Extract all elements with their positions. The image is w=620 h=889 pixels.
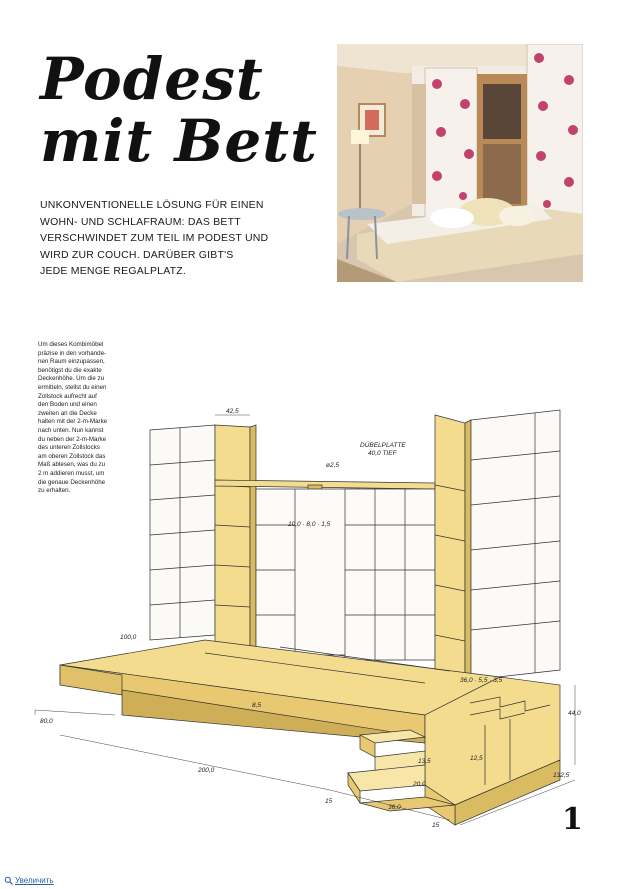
dim-label: 200,0 [198, 767, 215, 774]
dim-label: 132,5 [553, 772, 570, 779]
dim-label: 12,5 [470, 755, 483, 762]
dim-label: 44,0 [568, 710, 581, 717]
tip-line: am oberen Zollstock das [38, 452, 106, 460]
title-line-1: Podest [40, 45, 264, 113]
lead-paragraph [40, 197, 330, 280]
title-line-2: mit Bett [40, 107, 318, 175]
tip-line: des unteren Zollstocks [38, 444, 100, 452]
tip-line: Maß ablesen, was du zu [38, 461, 106, 469]
dim-label: 10,0 · 8,0 · 1,5 [288, 521, 331, 528]
dim-label: DÜBELPLATTE [360, 442, 406, 449]
tip-line: nach unten. Nun kannst [38, 426, 104, 434]
page-number: 1 [562, 802, 583, 837]
dim-label: 42,5 [226, 408, 239, 415]
right-column [435, 415, 471, 683]
dim-label: 80,0 [40, 718, 53, 725]
dim-label: 13,5 [418, 758, 431, 765]
lead-line: WOHN- UND SCHLAFRAUM: DAS BETT [40, 215, 241, 228]
tip-line: 2 m addieren musst, um [38, 469, 105, 477]
enlarge-link[interactable] [4, 876, 54, 885]
tip-line: Um dieses Kombimöbel [38, 341, 104, 348]
dim-label: 36,0 [388, 804, 401, 811]
lead-line: UNKONVENTIONELLE LÖSUNG FÜR EINEN [40, 199, 264, 211]
dim-label: 15 [325, 798, 333, 805]
dim-label: 8,5 [252, 702, 262, 709]
tip-line: halten mit der 2-m-Marke [38, 418, 108, 426]
tip-line: du neben der 2-m-Marke [38, 435, 107, 443]
tip-line: den Boden und einen [38, 401, 97, 409]
room-photo [337, 44, 583, 282]
tip-line: zu erhalten. [38, 487, 71, 495]
tip-line: Deckenhöhe. Um die zu [38, 375, 105, 383]
article-title [40, 45, 320, 175]
middle-shelving [256, 489, 435, 660]
dim-label: 36,0 · 5,5 · 3,5 [460, 677, 503, 684]
dim-label: ø2,5 [326, 462, 340, 469]
tip-line: die genaue Deckenhöhe [38, 478, 106, 486]
dim-label: 20,0 [413, 781, 426, 788]
tip-line: präzise in den vorhande- [38, 349, 107, 357]
lead-line: VERSCHWINDET ZUM TEIL IM PODEST UND [40, 232, 269, 244]
tip-line: ermitteln, stellst du einen [38, 383, 107, 391]
lead-line: JEDE MENGE REGALPLATZ. [40, 265, 186, 277]
magnifier-icon [4, 876, 13, 885]
dim-label: 40,0 TIEF [368, 450, 397, 457]
dim-label: 15 [432, 822, 440, 829]
left-shelf-frame [150, 425, 215, 640]
tip-line: nen Raum einzupassen, [38, 358, 105, 366]
construction-drawing [30, 385, 590, 845]
left-column [215, 425, 256, 655]
lead-line: WIRD ZUR COUCH. DARÜBER GIBT'S [40, 248, 234, 261]
tip-line: zweiten an die Decke [38, 409, 97, 417]
tip-line: benötigst du die exakte [38, 366, 102, 374]
tip-line: Zollstock aufrecht auf [38, 392, 97, 400]
enlarge-label: Увеличить [15, 876, 54, 885]
right-shelf-frame [471, 410, 560, 680]
dim-label: 100,0 [120, 634, 137, 641]
